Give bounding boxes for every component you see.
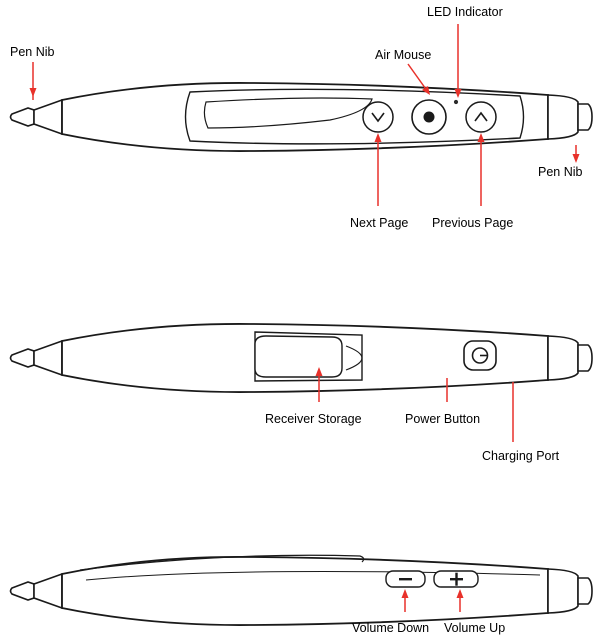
label-pen-nib-left: Pen Nib (10, 45, 55, 59)
pen-end-cap-right-bottom (548, 569, 578, 613)
label-led-indicator: LED Indicator (427, 5, 503, 19)
pen-end-cap-right (548, 95, 578, 139)
label-previous-page: Previous Page (432, 216, 514, 230)
label-receiver-storage: Receiver Storage (265, 412, 362, 426)
pen-nib-left-shape-side (11, 349, 35, 367)
label-next-page: Next Page (350, 216, 409, 230)
label-power-button: Power Button (405, 412, 481, 426)
pen-taper-left-bottom (34, 574, 62, 608)
label-volume-down: Volume Down (352, 621, 430, 635)
led-indicator-dot (454, 100, 458, 104)
pen-nib-left-shape-bottom (11, 582, 35, 600)
pen-nib-right-shape-side (578, 345, 592, 371)
air-mouse-dot-icon (424, 112, 435, 123)
previous-page-button[interactable] (466, 102, 496, 132)
label-volume-up: Volume Up (444, 621, 506, 635)
label-pen-nib-right: Pen Nib (538, 165, 583, 179)
top-view-group (11, 24, 593, 206)
pen-taper-left (34, 100, 62, 134)
pen-taper-left-side (34, 341, 62, 375)
pen-nib-right-shape (578, 104, 592, 130)
label-air-mouse: Air Mouse (375, 48, 432, 62)
receiver-dongle[interactable] (255, 336, 342, 377)
minus-icon (399, 578, 412, 580)
pen-nib-right-shape-bottom (578, 578, 592, 604)
pen-body-bottom (62, 557, 548, 625)
plus-icon-vertical (455, 573, 457, 586)
bottom-view-group (11, 555, 593, 625)
pen-end-cap-right-side (548, 336, 578, 380)
pen-nib-left-shape (11, 108, 35, 126)
next-page-button[interactable] (363, 102, 393, 132)
label-charging-port: Charging Port (482, 449, 560, 463)
